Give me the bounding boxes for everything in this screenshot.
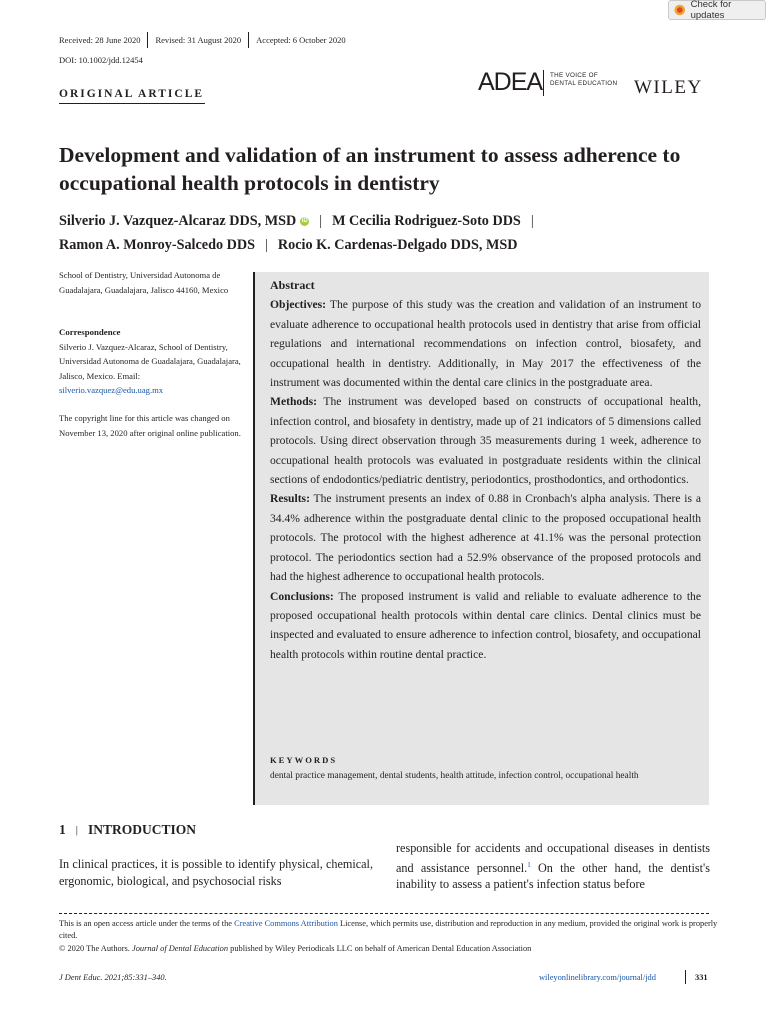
license-note xyxy=(59,918,719,941)
article-title: Development and validation of an instrument to assess adherence to occupational health protocols in dentistry xyxy=(59,143,681,195)
abstract-methods xyxy=(270,392,701,489)
correspondence-heading: Correspondence xyxy=(59,327,121,337)
results-text: The instrument presents an index of 0.88 in Cronbach's alpha analysis. There is a 34.4% adherence within the postgraduate dental clinic to the proposed occupational health protocols. The protocol with the highest adherence at 41.1% was the personal protection protocol. The periodontics section had a 52.9% observance of the proposed protocols and had the highest adherence to occupational health protocols. xyxy=(270,492,701,584)
abstract xyxy=(270,276,701,664)
section-heading xyxy=(59,822,196,838)
affiliation: School of Dentistry, Universidad Autonoma de Guadalajara, Guadalajara, Jalisco 44160, Mexico xyxy=(59,270,229,295)
article-type: ORIGINAL ARTICLE xyxy=(59,88,205,100)
citation xyxy=(59,973,167,982)
copyright-note: The copyright line for this article was changed on November 13, 2020 after original online publication. xyxy=(59,413,241,438)
methods-text: The instrument was developed based on constructs of occupational health, infection control, and biosafety in dentistry, made up of 21 indicators of 5 dimensions called protocols. Using direct observation through 35 measurements during 1 week, adherence to occupational health protocols was evaluated in postgraduate residents within the clinical sections of endodontics/pediatric dentistry, periodontics, prosthodontics, and orthodontics. xyxy=(270,395,701,487)
adea-tagline-line1: THE VOICE OF xyxy=(550,72,599,79)
article-type-underline xyxy=(59,103,205,104)
intro-text-a: responsible for accidents and occupational diseases in dentists and assistance personnel. xyxy=(396,841,710,875)
page-number: 331 xyxy=(695,973,708,982)
abstract-heading: Abstract xyxy=(270,278,315,292)
adea-logo: ADEA xyxy=(478,68,543,96)
conclusions-text: The proposed instrument is valid and reliable to evaluate adherence to the proposed occupational health protocols within dental care clinics. Dental clinics must be inspected and evaluated to ensure adherence to infection control, biosafety, and occupational health protocols within routine dental practice. xyxy=(270,589,701,661)
author-1[interactable]: Silverio J. Vazquez-Alcaraz DDS, MSD xyxy=(59,213,297,229)
email-label: Email: xyxy=(117,370,141,381)
abstract-results xyxy=(270,489,701,586)
page-divider xyxy=(685,970,686,984)
logo-divider xyxy=(543,70,544,96)
author-separator: | xyxy=(530,213,534,229)
adea-tagline xyxy=(550,72,617,88)
correspondence xyxy=(59,325,244,398)
adea-tagline-line2: DENTAL EDUCATION xyxy=(550,80,618,87)
keywords: dental practice management, dental students, health attitude, infection control, occupational health xyxy=(270,771,639,781)
section-separator: | xyxy=(75,824,78,836)
check-updates-icon xyxy=(674,4,686,16)
objectives-label: Objectives: xyxy=(270,298,327,312)
author-separator: | xyxy=(265,237,268,253)
dates-line xyxy=(59,34,346,46)
orcid-icon[interactable]: iD xyxy=(301,218,308,225)
intro-column-1: In clinical practices, it is possible to identify physical, chemical, ergonomic, biological, and psychosocial risks xyxy=(59,857,373,888)
email-link[interactable]: silverio.vazquez@edu.uag.mx xyxy=(59,385,164,395)
abstract-rule xyxy=(253,272,255,805)
reference-link[interactable]: 1 xyxy=(527,860,531,869)
license-text-b: License, which permits use, distribution and reproduction in any medium, provided the original work is properly cited. xyxy=(59,919,718,940)
author-2[interactable]: M Cecilia Rodriguez-Soto DDS xyxy=(332,213,521,229)
abstract-objectives xyxy=(270,295,701,392)
divider xyxy=(147,32,148,48)
author-4[interactable]: Rocio K. Cardenas-Delgado DDS, MSD xyxy=(277,237,518,253)
section-title: INTRODUCTION xyxy=(87,822,196,837)
keywords-heading: KEYWORDS xyxy=(270,755,338,765)
author-list xyxy=(59,209,719,257)
author-separator: | xyxy=(319,213,323,229)
check-for-updates-label: Check for updates xyxy=(690,0,732,21)
journal-name: Journal of Dental Education xyxy=(131,944,229,953)
objectives-text: The purpose of this study was the creation and validation of an instrument to evaluate adherence to occupational health protocols used in dentistry that arise from official regulations and international recommendations on infection control, biosafety, and occupational health in dentistry. Additionally, in May 2017 the effectiveness of the instrument was documented within the dental care clinics in the postgraduate area. xyxy=(270,298,701,390)
author-3[interactable]: Ramon A. Monroy-Salcedo DDS xyxy=(59,237,256,253)
cc-license-link[interactable]: Creative Commons Attribution xyxy=(234,919,338,928)
results-label: Results: xyxy=(270,492,310,506)
divider xyxy=(248,32,249,48)
citation-text: J Dent Educ. 2021;85:331–340. xyxy=(59,973,167,982)
intro-text-b: On the other hand, the dentist's inability to assess a patient's infection status before xyxy=(396,860,710,892)
intro-column-2 xyxy=(396,840,710,893)
doi: DOI: 10.1002/jdd.12454 xyxy=(59,55,143,65)
revised-date: Revised: 31 August 2020 xyxy=(155,35,242,45)
abstract-conclusions xyxy=(270,587,701,665)
license-text-a: This is an open access article under the terms of the xyxy=(59,919,235,928)
copyright-text-b: published by Wiley Periodicals LLC on behalf of American Dental Education Association xyxy=(228,944,532,953)
accepted-date: Accepted: 6 October 2020 xyxy=(256,35,346,45)
conclusions-label: Conclusions: xyxy=(270,589,334,603)
methods-label: Methods: xyxy=(270,395,318,409)
check-for-updates-button[interactable] xyxy=(668,0,766,20)
section-number: 1 xyxy=(59,822,66,837)
journal-url-link[interactable]: wileyonlinelibrary.com/journal/jdd xyxy=(539,973,656,982)
footnote-divider xyxy=(59,913,709,914)
received-date: Received: 28 June 2020 xyxy=(59,35,141,45)
wiley-logo: WILEY xyxy=(634,77,703,98)
correspondence-text: Silverio J. Vazquez-Alcaraz, School of Dentistry, Universidad Autonoma de Guadalajara, Guadalajara, Jalisco, Mexico. xyxy=(59,341,241,381)
copyright-line xyxy=(59,943,719,955)
copyright-text-a: © 2020 The Authors. xyxy=(59,944,132,953)
